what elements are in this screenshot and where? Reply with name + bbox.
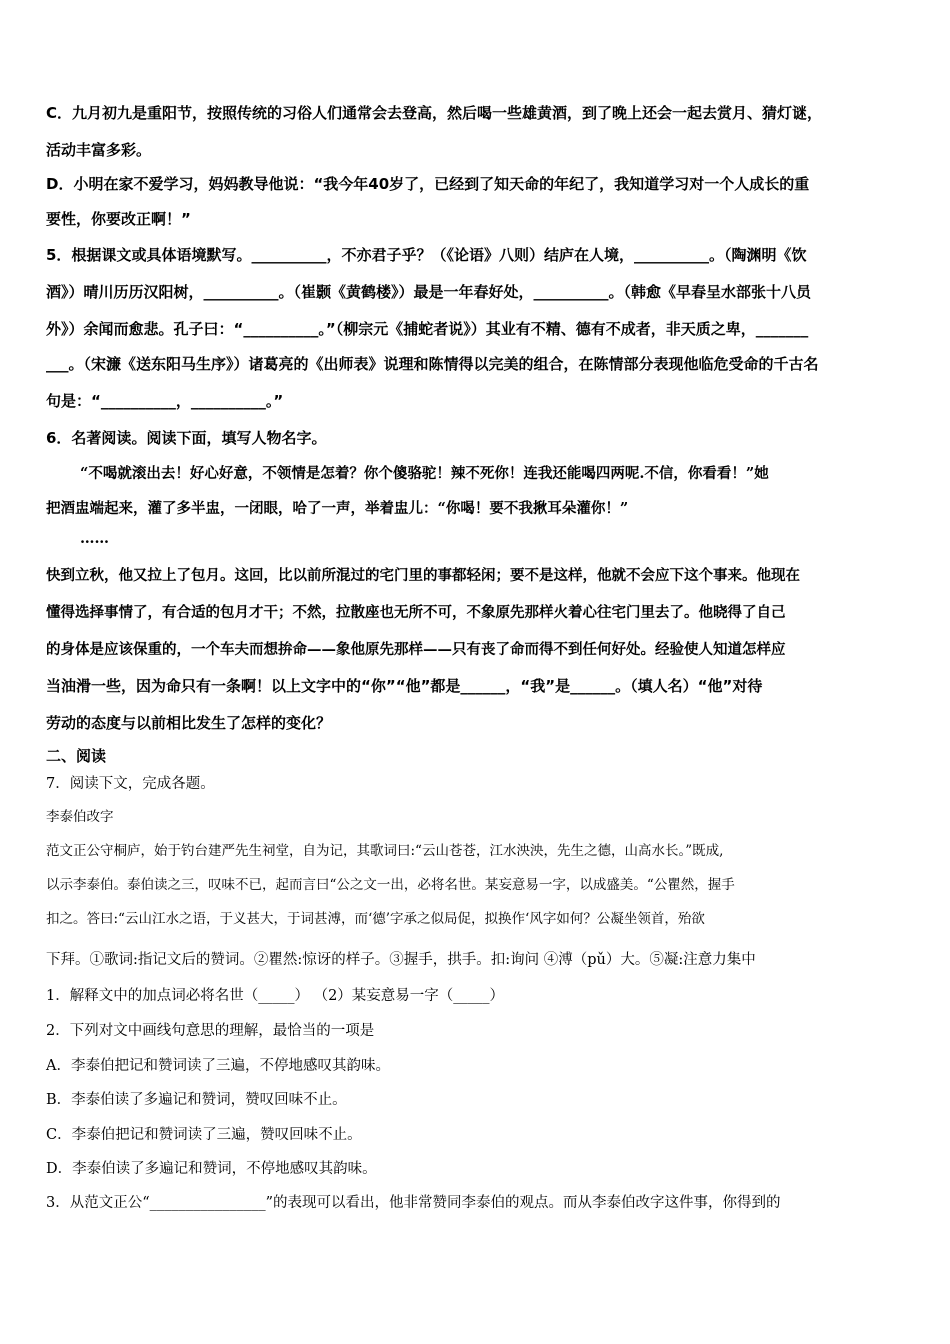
passage-title: 李泰伯改字 <box>46 809 114 825</box>
sub-question-3: 3．从范文正公“________________”的表现可以看出，他非常赞同李泰伯的观点。而从李泰伯改字这件事，你得到的 <box>46 1195 781 1211</box>
passage-notes: 下拜。①歌词:指记文后的赞词。②瞿然:惊讶的样子。③握手，拱手。扣:询问 ④溥（pǔ）大。⑤凝:注意力集中 <box>46 952 756 968</box>
question-5-line-5: 句是：“__________，__________。” <box>46 392 284 410</box>
question-6-title: 6．名著阅读。阅读下面，填写人物名字。 <box>46 429 327 447</box>
excerpt-line-6: 当油滑一些，因为命只有一条啊！以上文字中的“你”“他”都是______，“我”是______。（填人名）“他”对待 <box>46 677 763 695</box>
question-5-line-2: 酒》）晴川历历汉阳树，__________。（崔颢《黄鹤楼》）最是一年春好处，__________。（韩愈《早春呈水部张十八员 <box>46 283 812 301</box>
option-c-line-2: 活动丰富多彩。 <box>46 141 152 159</box>
excerpt-line-1: “不喝就滚出去！好心好意，不领情是怎着？你个傻骆驼！辣不死你！连我还能喝四两呢.不信，你看看！”她 <box>80 465 769 482</box>
choice-a: A．李泰伯把记和赞词读了三遍，不停地感叹其韵味。 <box>46 1058 390 1074</box>
option-c-line-1: C．九月初九是重阳节，按照传统的习俗人们通常会去登高，然后喝一些雄黄酒，到了晚上还会一起去赏月、猜灯谜， <box>46 104 823 122</box>
question-5-line-4: ___。（宋濂《送东阳马生序》）诸葛亮的《出师表》说理和陈情得以完美的组合，在陈情部分表现他临危受命的千古名 <box>46 355 819 373</box>
excerpt-line-7: 劳动的态度与以前相比发生了怎样的变化？ <box>46 714 332 732</box>
choice-d: D．李泰伯读了多遍记和赞词，不停地感叹其韵味。 <box>46 1161 377 1177</box>
choice-c: C．李泰伯把记和赞词读了三遍，赞叹回味不止。 <box>46 1127 362 1143</box>
passage-line-2: 以示李泰伯。泰伯读之三，叹味不已，起而言曰“公之文一出，必将名世。某妄意易一字，以成盛美。“公瞿然，握手 <box>46 877 735 893</box>
question-5-line-3: 外》）余闻而愈悲。孔子曰：“__________。”（柳宗元《捕蛇者说》）其业有不精、德有不成者，非天质之卑，_______ <box>46 320 809 338</box>
passage-line-3: 扣之。答曰:“云山江水之语，于义甚大，于词甚溥，而‘德’字承之似局促，拟换作‘风字如何？公凝坐领首，殆欲 <box>46 911 705 927</box>
passage-line-1: 范文正公守桐庐，始于钓台建严先生祠堂，自为记，其歌词曰:“云山苍苍，江水泱泱，先生之德，山高水长。”既成, <box>46 843 724 859</box>
option-d-line-1: D．小明在家不爱学习，妈妈教导他说：“我今年40岁了，已经到了知天命的年纪了，我知道学习对一个人成长的重 <box>46 175 810 193</box>
excerpt-line-2: 把酒盅端起来，灌了多半盅，一闭眼，哈了一声，举着盅儿：“你喝！要不我揪耳朵灌你！” <box>46 500 629 517</box>
excerpt-line-5: 的身体是应该保重的，一个车夫而想拚命——象他原先那样——只有丧了命而得不到任何好处。经验使人知道怎样应 <box>46 641 786 658</box>
section-heading-reading: 二、阅读 <box>46 747 107 765</box>
sub-question-1: 1．解释文中的加点词必将名世（_____） （2）某妄意易一字（_____） <box>46 988 505 1004</box>
choice-b: B．李泰伯读了多遍记和赞词，赞叹回味不止。 <box>46 1092 347 1108</box>
excerpt-line-3: 快到立秋，他又拉上了包月。这回，比以前所混过的宅门里的事都轻闲；要不是这样，他就不会应下这个事来。他现在 <box>46 567 800 584</box>
excerpt-line-4: 懂得选择事情了，有合适的包月才干；不然，拉散座也无所不可，不象原先那样火着心往宅门里去了。他晓得了自己 <box>46 604 786 621</box>
option-d-line-2: 要性，你要改正啊！” <box>46 210 191 228</box>
question-5-line-1: 5．根据课文或具体语境默写。__________，不亦君子乎？（《论语》八则）结庐在人境，__________。（陶渊明《饮 <box>46 246 807 264</box>
sub-question-2: 2．下列对文中画线句意思的理解，最恰当的一项是 <box>46 1023 375 1039</box>
excerpt-ellipsis: …… <box>80 530 109 547</box>
question-7-title: 7．阅读下文，完成各题。 <box>46 776 215 792</box>
